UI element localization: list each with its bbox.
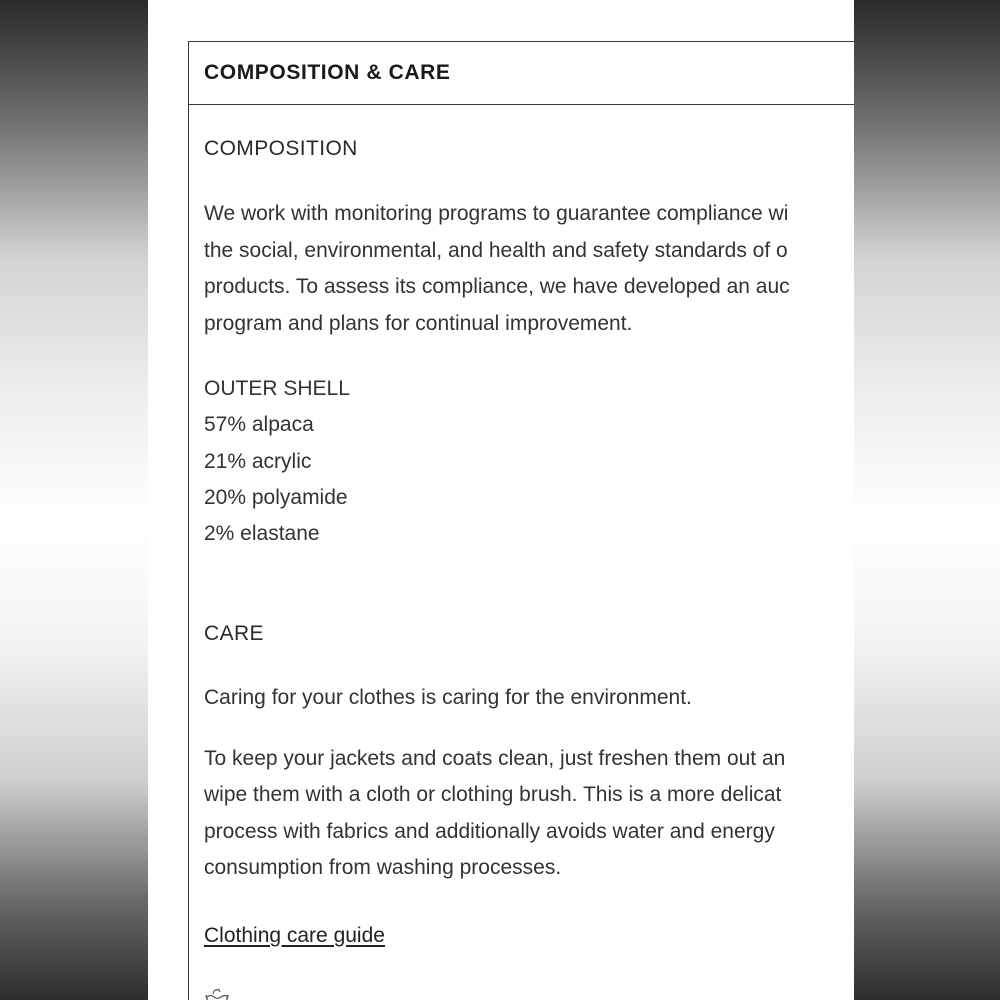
clothing-care-guide-link[interactable]: Clothing care guide xyxy=(204,923,385,947)
paragraph-line: To keep your jackets and coats clean, just freshen them out an xyxy=(204,746,786,770)
paragraph-line: We work with monitoring programs to guarantee compliance wi xyxy=(204,202,789,225)
care-instruction-row xyxy=(204,983,854,1000)
paragraph-line: the social, environmental, and health and safety standards of o xyxy=(204,238,788,262)
paragraph-line: wipe them with a cloth or clothing brush. This is a more delicat xyxy=(204,783,782,807)
paragraph-line: process with fabrics and additionally avoids water and energy xyxy=(204,819,775,843)
composition-care-panel xyxy=(188,41,854,1000)
outer-shell-list xyxy=(204,371,854,552)
panel-title: COMPOSITION & CARE xyxy=(204,61,451,84)
outer-shell-heading: OUTER SHELL xyxy=(204,377,350,400)
paragraph-line: products. To assess its compliance, we have developed an auc xyxy=(204,275,790,298)
material-item: 21% acrylic xyxy=(204,449,312,473)
paragraph-line: program and plans for continual improvement. xyxy=(204,311,633,335)
product-details-page xyxy=(148,0,854,1000)
hand-wash-icon xyxy=(204,987,230,1000)
panel-body xyxy=(189,135,854,1000)
care-heading: CARE xyxy=(204,622,264,646)
composition-paragraph xyxy=(204,196,854,342)
panel-header[interactable] xyxy=(189,42,854,105)
material-item: 2% elastane xyxy=(204,522,320,546)
material-item: 57% alpaca xyxy=(204,413,314,437)
composition-heading: COMPOSITION xyxy=(204,137,358,160)
care-guide-row xyxy=(204,922,854,950)
material-item: 20% polyamide xyxy=(204,485,348,509)
care-intro: Caring for your clothes is caring for the environment. xyxy=(204,686,692,710)
care-paragraph xyxy=(204,741,854,887)
paragraph-line: consumption from washing processes. xyxy=(204,856,562,880)
